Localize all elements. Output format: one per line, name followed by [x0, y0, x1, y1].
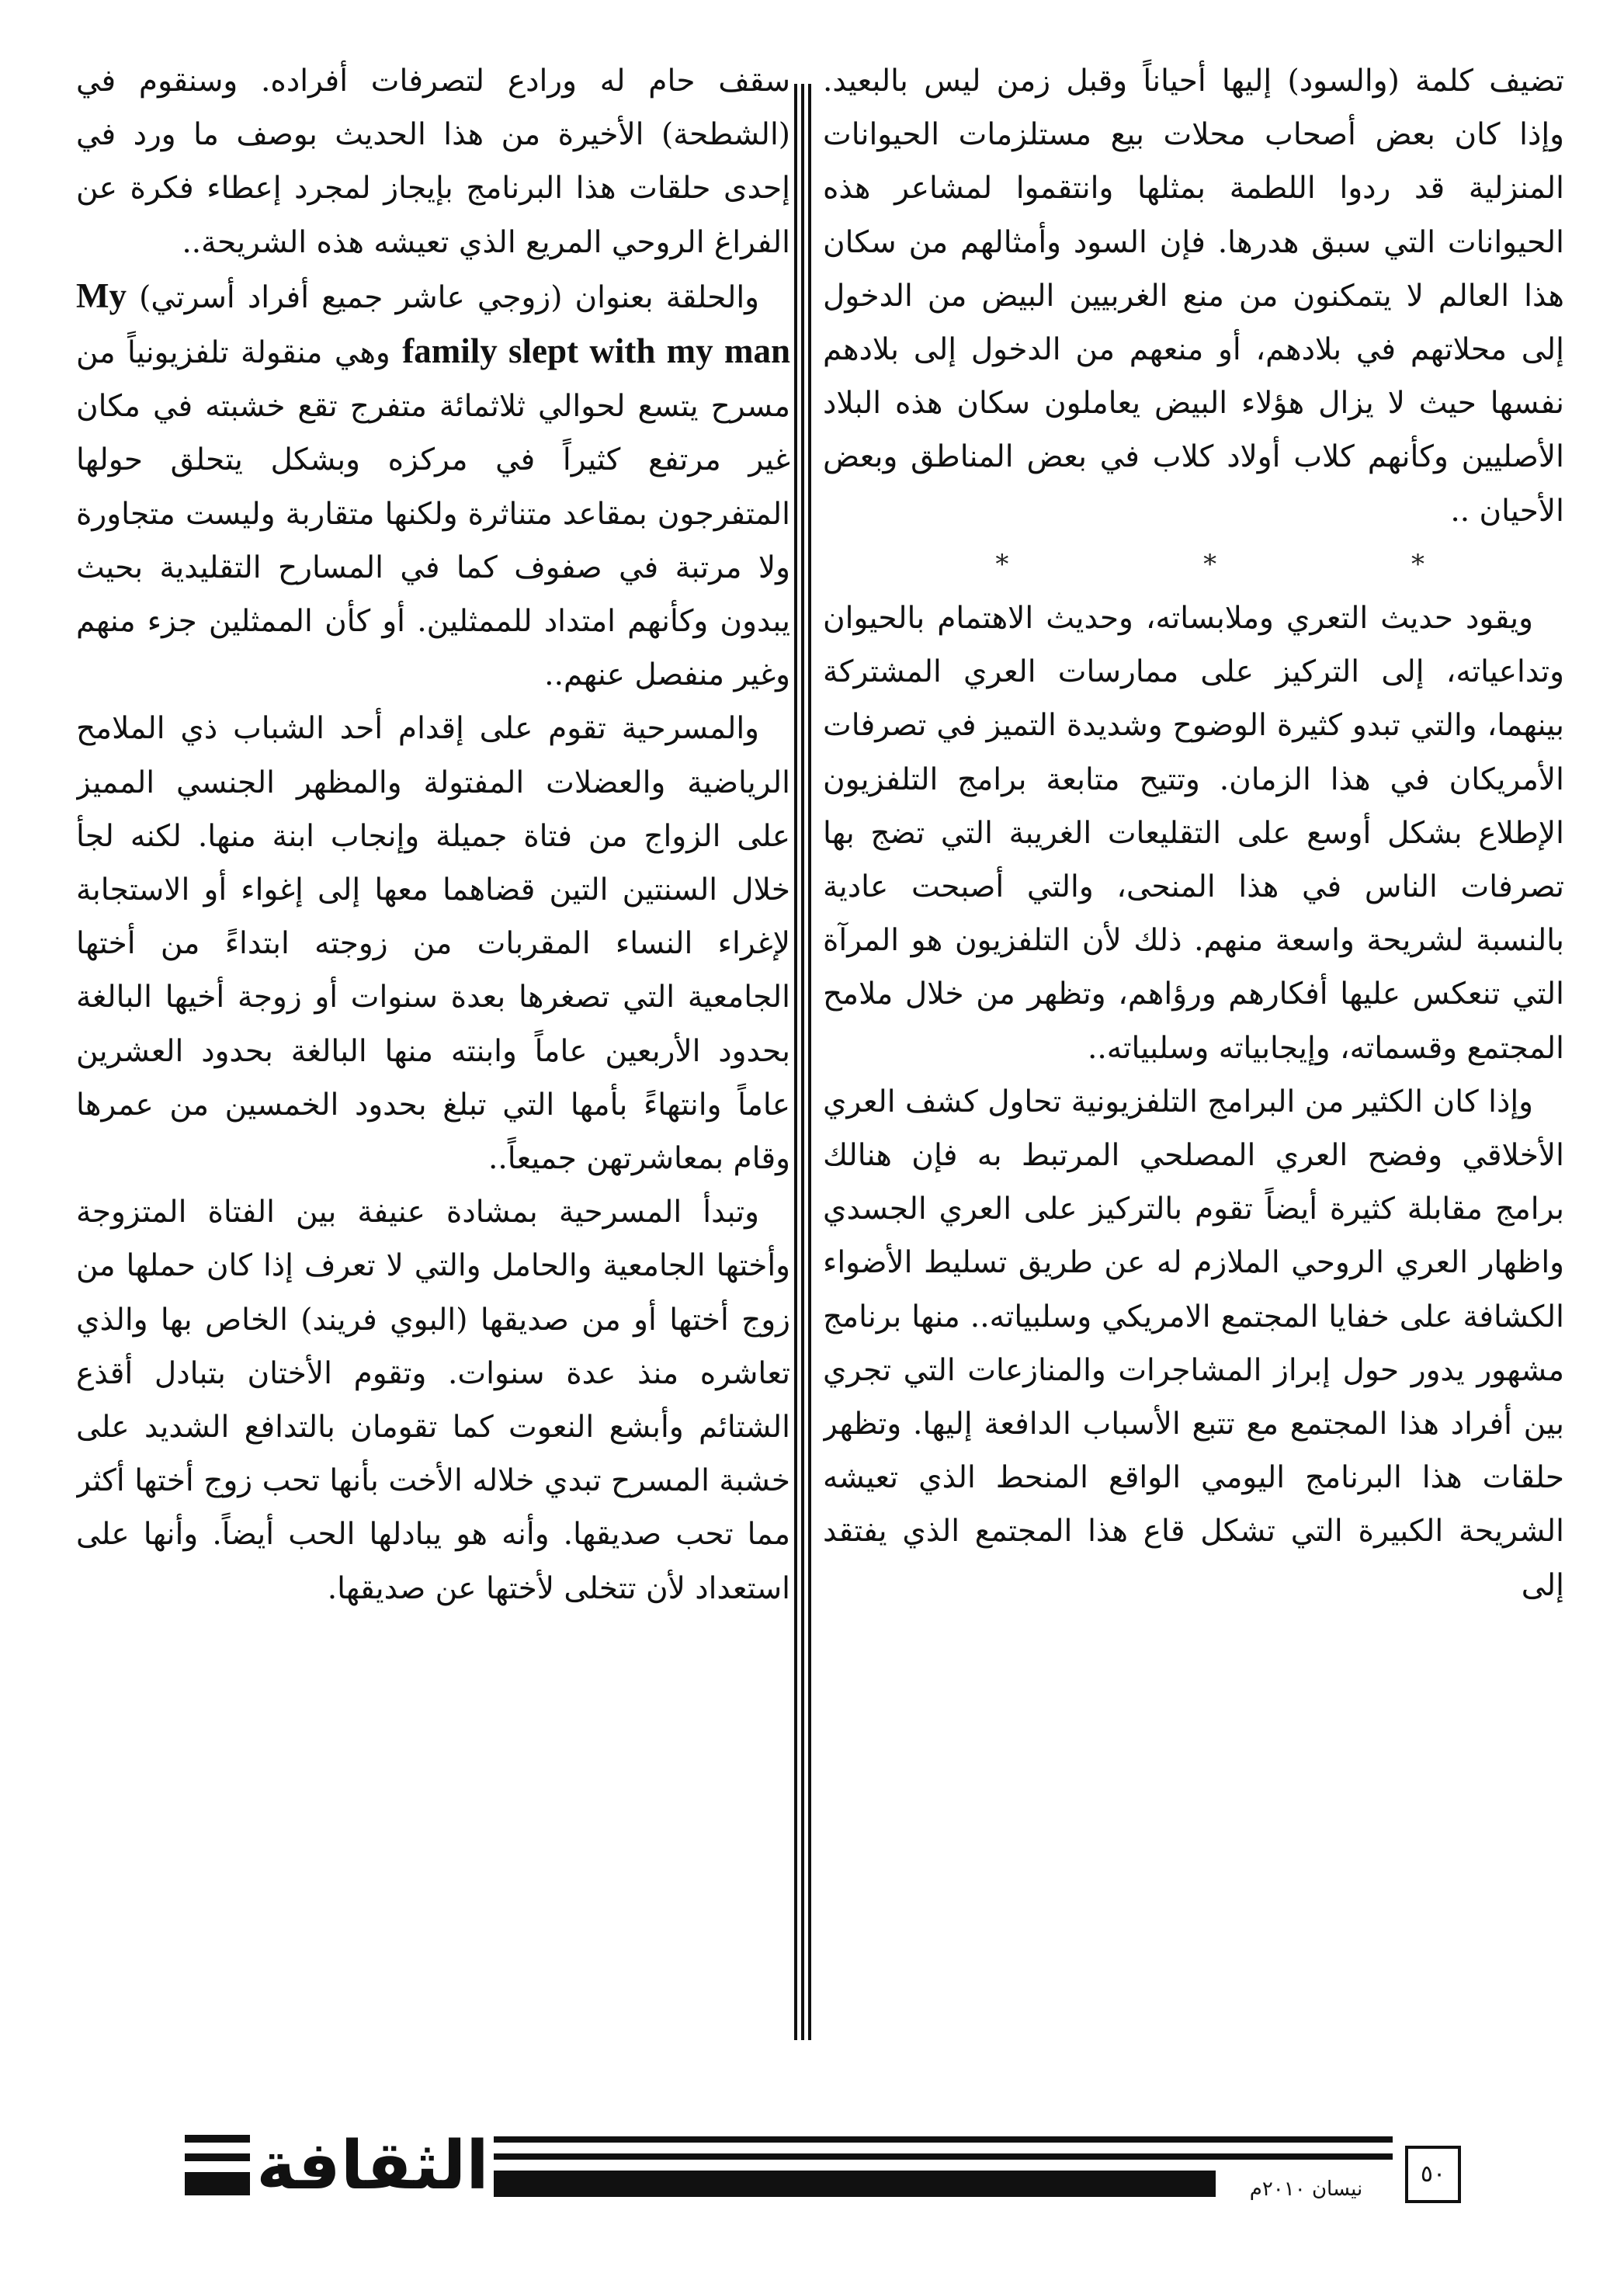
- issue-date: نيسان ٢٠١٠م: [1223, 2174, 1390, 2205]
- page-footer: [0, 2127, 1624, 2220]
- footer-left-bars: [185, 2127, 250, 2205]
- left-paragraph-4: وتبدأ المسرحية بمشادة عنيفة بين الفتاة المتزوجة وأختها الجامعية والحامل والتي لا تعرف إذا كان حملها من زوج أختها أو من صديقها (البوي فريند) الخاص بها والذي تعاشره منذ عدة سنوات. وتقوم الأختان بتبادل أقذع الشتائم وأبشع النعوت كما تقومان بالتدافع الشديد على خشبة المسرح تبدي خلاله الأخت بأنها تحب زوج أختها أكثر مما تحب صديقها. وأنه هو يبادلها الحب أيضاً. وأنها على استعداد لأن تتخلى لأختها عن صديقها.: [76, 1195, 790, 1606]
- magazine-logo: الثقافة: [256, 2127, 489, 2205]
- right-paragraph-3: وإذا كان الكثير من البرامج التلفزيونية تحاول كشف العري الأخلاقي وفضح العري المصلحي المرتبط به فإن هنالك برامج مقابلة كثيرة أيضاً تقوم بالتركيز على العري الجسدي واظهار العري الروحي الملازم له عن طريق تسليط الأضواء الكشافة على خفايا المجتمع الامريكي وسلبياته.. منها برنامج مشهور يدور حول إبراز المشاجرات والمنازعات التي تجري بين أفراد هذا المجتمع مع تتبع الأسباب الدافعة إليها. وتظهر حلقات هذا البرنامج اليومي الواقع المنحط الذي تعيشه الشريحة الكبيرة التي تشكل قاع هذا المجتمع الذي يفتقد إلى: [823, 1084, 1564, 1603]
- left-paragraph-2-body: وهي منقولة تلفزيونياً من مسرح يتسع لحوالي ثلاثمائة متفرج تقع خشبته في مكان غير مرتفع كثيراً في مركزه وبشكل يتحلق حولها المتفرجون بمقاعد متناثرة ولكنها متقاربة وليست متجاورة ولا مرتبة في صفوف كما في المسارح التقليدية بحيث يبدون وكأنهم امتداد للممثلين. أو كأن الممثلين جزء منهم وغير منفصل عنهم..: [76, 335, 790, 693]
- right-paragraph-2: ويقود حديث التعري وملابساته، وحديث الاهتمام بالحيوان وتداعياته، إلى التركيز على ممارسات العري المشتركة بينهما، والتي تبدو كثيرة الوضوح وشديدة التميز في تصرفات الأمريكان في هذا الزمان. وتتيح متابعة برامج التلفزيون الإطلاع بشكل أوسع على التقليعات الغريبة التي تضج بها تصرفات الناس في هذا المنحى، والتي أصبحت عادية بالنسبة لشريحة واسعة منهم. ذلك لأن التلفزيون هو المرآة التي تنعكس عليها أفكارهم ورؤاهم، وتظهر من خلال ملامح المجتمع وقسماته، وإيجابياته وسلبياته..: [823, 601, 1564, 1066]
- left-column: [76, 54, 790, 2073]
- section-separator-stars: * * *: [995, 548, 1518, 580]
- left-paragraph-1: سقف حام له ورادع لتصرفات أفراده. وسنقوم في (الشطحة) الأخيرة من هذا الحديث بوصف ما ورد في إحدى حلقات هذا البرنامج بإيجاز لمجرد إعطاء فكرة عن الفراغ الروحي المريع الذي تعيشه هذه الشريحة..: [76, 64, 790, 260]
- left-paragraph-3: والمسرحية تقوم على إقدام أحد الشباب ذي الملامح الرياضية والعضلات المفتولة والمظهر الجنسي المميز على الزواج من فتاة جميلة وإنجاب ابنة منها. لكنه لجأ خلال السنتين التين قضاهما معها إلى إغواء أو الاستجابة لإغراء النساء المقربات من زوجته ابتداءً من أختها الجامعية التي تصغرها بعدة سنوات أو زوجة أخيها البالغة بحدود الأربعين عاماً وابنته منها البالغة بحدود العشرين عاماً وانتهاءً بأمها التي تبلغ بحدود الخمسين من عمرها وقام بمعاشرتهن جميعاً..: [76, 711, 790, 1177]
- episode-title-english: My family slept with my man: [76, 276, 790, 371]
- right-paragraph-1: تضيف كلمة (والسود) إليها أحياناً وقبل زمن ليس بالبعيد. وإذا كان بعض أصحاب محلات بيع مستلزمات الحيوانات المنزلية قد ردوا اللطمة بمثلها وانتقموا لمشاعر هذه الحيوانات التي سبق هدرها. فإن السود وأمثالهم من سكان هذا العالم لا يتمكنون من منع الغربيين البيض من الدخول إلى محلاتهم في بلادهم، أو منعهم من الدخول إلى بلادهم نفسها حيث لا يزال هؤلاء البيض يعاملون سكان هذه البلاد الأصليين وكأنهم كلاب أولاد كلاب في بعض المناطق وبعض الأحيان ..: [823, 64, 1564, 529]
- left-paragraph-2: [76, 269, 790, 703]
- episode-title-arabic: والحلقة بعنوان (زوجي عاشر جميع أفراد أسرتي): [126, 279, 759, 315]
- right-column: [823, 54, 1564, 2073]
- page-number: ٥٠: [1405, 2146, 1461, 2203]
- column-divider: [794, 84, 814, 2040]
